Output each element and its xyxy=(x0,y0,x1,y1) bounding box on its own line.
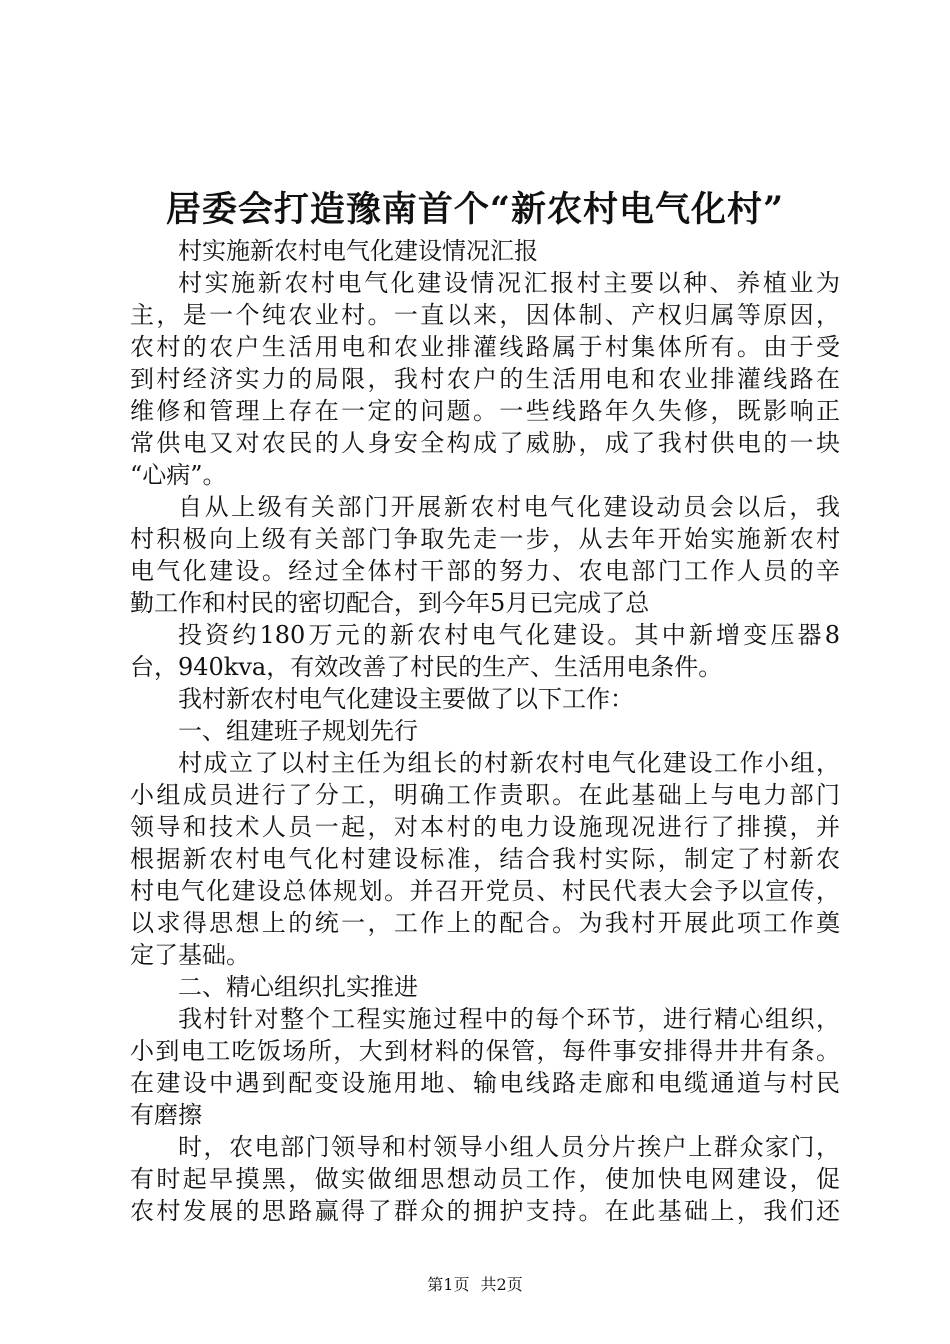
body-line: 自从上级有关部门开展新农村电气化建设动员会以后，我 xyxy=(178,493,840,521)
body-line: 时，农电部门领导和村领导小组人员分片挨户上群众家门， xyxy=(178,1133,840,1161)
section-heading: 二、精心组织扎实推进 xyxy=(178,973,418,1001)
body-line: 村成立了以村主任为组长的村新农村电气化建设工作小组， xyxy=(178,749,840,777)
body-line: “心病”。 xyxy=(130,461,227,489)
body-line: 电气化建设。经过全体村干部的努力、农电部门工作人员的辛 xyxy=(130,557,840,585)
body-line: 小组成员进行了分工，明确工作责职。在此基础上与电力部门 xyxy=(130,781,840,809)
body-line: 小到电工吃饭场所，大到材料的保管，每件事安排得井井有条。 xyxy=(130,1037,840,1065)
body-line: 我村新农村电气化建设主要做了以下工作： xyxy=(178,685,634,713)
body-line: 领导和技术人员一起，对本村的电力设施现况进行了排摸，并 xyxy=(130,813,840,841)
body-line: 村电气化建设总体规划。并召开党员、村民代表大会予以宣传， xyxy=(130,877,840,905)
body-line: 在建设中遇到配变设施用地、输电线路走廊和电缆通道与村民 xyxy=(130,1069,840,1097)
body-line: 村实施新农村电气化建设情况汇报 xyxy=(178,237,538,265)
body-line: 维修和管理上存在一定的问题。一些线路年久失修，既影响正 xyxy=(130,397,840,425)
page-number: 第1页 xyxy=(427,1275,470,1294)
section-heading: 一、组建班子规划先行 xyxy=(178,717,418,745)
body-line: 根据新农村电气化村建设标准，结合我村实际，制定了村新农 xyxy=(130,845,840,873)
body-line: 常供电又对农民的人身安全构成了威胁，成了我村供电的一块 xyxy=(130,429,840,457)
body-line: 村实施新农村电气化建设情况汇报村主要以种、养植业为 xyxy=(178,269,840,297)
body-line: 台，940kva，有效改善了村民的生产、生活用电条件。 xyxy=(130,653,723,681)
page-total: 共2页 xyxy=(480,1275,523,1294)
body-line: 有磨擦 xyxy=(130,1101,202,1129)
body-line: 投资约180万元的新农村电气化建设。其中新增变压器8 xyxy=(178,621,840,649)
body-line: 以求得思想上的统一，工作上的配合。为我村开展此项工作奠 xyxy=(130,909,840,937)
body-line: 村积极向上级有关部门争取先走一步，从去年开始实施新农村 xyxy=(130,525,840,553)
body-line: 到村经济实力的局限，我村农户的生活用电和农业排灌线路在 xyxy=(130,365,840,393)
body-line: 农村的农户生活用电和农业排灌线路属于村集体所有。由于受 xyxy=(130,333,840,361)
body-line: 勤工作和村民的密切配合，到今年5月已完成了总 xyxy=(130,589,650,617)
body-line: 定了基础。 xyxy=(130,941,250,969)
document-title: 居委会打造豫南首个“新农村电气化村” xyxy=(165,189,785,230)
body-line: 我村针对整个工程实施过程中的每个环节，进行精心组织， xyxy=(178,1005,840,1033)
body-line: 主，是一个纯农业村。一直以来，因体制、产权归属等原因， xyxy=(130,301,840,329)
body-line: 有时起早摸黑，做实做细思想动员工作，使加快电网建设，促 xyxy=(130,1165,840,1193)
page-footer xyxy=(0,1274,950,1296)
body-line: 农村发展的思路赢得了群众的拥护支持。在此基础上，我们还 xyxy=(130,1197,840,1225)
